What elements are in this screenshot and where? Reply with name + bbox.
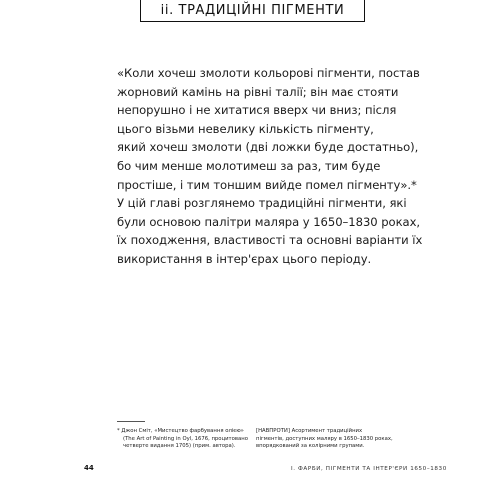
footnote-line: (The Art of Painting in Oyl, 1676, процитовано: [123, 435, 248, 442]
footnote-source: [117, 428, 257, 451]
body-line: використання в інтер'єрах цього періоду.: [117, 251, 372, 266]
body-line: жорновий камінь на рівні талії; він має стояти: [117, 84, 399, 99]
caption-line: [НАВПРОТИ] Асортимент традиційних: [256, 428, 363, 434]
footnote-line: * Джон Сміт, «Мистецтво фарбування олією»: [117, 428, 244, 434]
footnote-line: четверте видання 1705) (прим. автора).: [123, 443, 236, 450]
body-line: бо чим менше молотимеш за раз, тим буде: [117, 158, 381, 173]
body-line: були основою палітри маляра у 1650–1830 роках,: [117, 214, 421, 229]
body-line: який хочеш змолоти (дві ложки буде достатньо),: [117, 140, 419, 155]
running-header: І. ФАРБИ, ПІГМЕНТИ ТА ІНТЕР'ЄРИ 1650–1830: [291, 466, 447, 472]
page-number: 44: [84, 464, 94, 472]
caption-line: впорядкований за колірними групами.: [256, 443, 365, 450]
body-line: «Коли хочеш змолоти кольорові пігменти, постав: [117, 66, 420, 80]
footnote-rule: [117, 421, 145, 422]
body-line: У цій главі розглянемо традиційні пігменти, які: [117, 196, 407, 211]
chapter-title-box: [140, 0, 365, 22]
body-line: цього візьми невелику кількість пігменту,: [117, 121, 374, 136]
footnote-caption: [256, 428, 391, 451]
body-line: простіше, і тим тоншим вийде помел пігменту».*: [117, 177, 417, 192]
body-line: непорушно і не хитатися вверх чи вниз; після: [117, 103, 397, 118]
chapter-title: ii. ТРАДИЦІЙНІ ПІГМЕНТИ: [160, 3, 345, 18]
caption-line: пігментів, доступних маляру в 1650–1830 роках,: [256, 435, 393, 442]
body-line: їх походження, властивості та основні варіанти їх: [117, 233, 423, 248]
body-text: [117, 64, 423, 269]
